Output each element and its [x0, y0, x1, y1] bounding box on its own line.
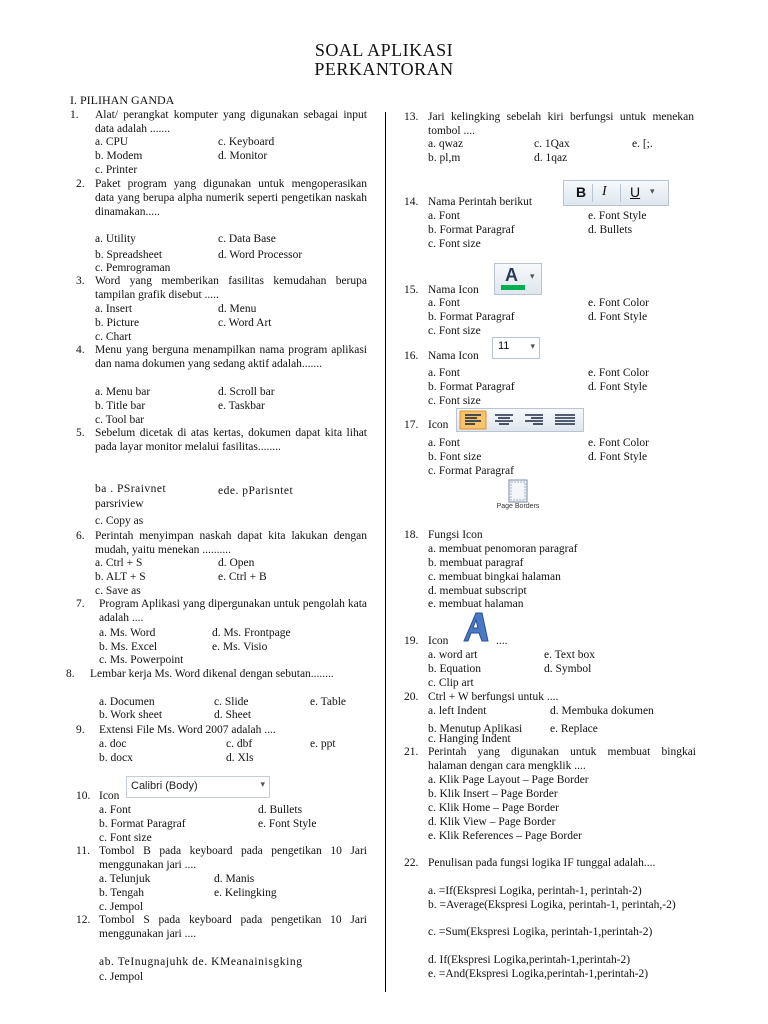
option[interactable]: a. doc [99, 738, 127, 750]
option[interactable]: d. Sheet [214, 709, 252, 721]
option[interactable]: c. Save as [95, 585, 141, 597]
option[interactable]: a. left Indent [428, 705, 487, 717]
question-number: 2. [76, 178, 85, 190]
option[interactable]: e. Taskbar [218, 400, 265, 412]
question-number: 16. [404, 350, 419, 362]
question-number: 7. [76, 598, 85, 610]
font-name-label: Calibri (Body) [131, 780, 198, 792]
page-borders-icon [496, 478, 540, 522]
option[interactable]: a. Font [99, 804, 131, 816]
option-garbled[interactable]: ede. pParisntet [218, 485, 294, 497]
option[interactable]: c. Font size [428, 395, 481, 407]
question-number: 22. [404, 857, 419, 869]
option[interactable]: e. Ms. Visio [212, 641, 268, 653]
option[interactable]: e. ppt [310, 738, 336, 750]
option-garbled[interactable]: parsriview [95, 498, 144, 510]
bold-icon: B [576, 184, 587, 200]
option[interactable]: b. Tengah [99, 887, 144, 899]
font-name-dropdown-icon [126, 776, 270, 798]
title-line-1: SOAL APLIKASI [314, 40, 454, 60]
question-text: Icon [428, 419, 449, 431]
font-color-icon [494, 263, 542, 295]
question-number: 10. [76, 790, 91, 802]
question-text: Menu yang berguna menampilkan nama program aplikasi dan nama dokumen yang sedang aktif adalah....... [95, 344, 367, 370]
option[interactable]: d. membuat subscript [428, 585, 527, 597]
question-suffix: .... [496, 635, 508, 647]
option[interactable]: a. Documen [99, 696, 155, 708]
option-garbled[interactable]: ab. TeInugnajuhk de. KMeanainisgking [99, 956, 303, 968]
option[interactable]: a. Font [428, 367, 460, 379]
option[interactable]: c. Pemrograman [95, 262, 171, 274]
question-number: 19. [404, 635, 419, 647]
option[interactable]: d. Symbol [544, 663, 592, 675]
question-text: Fungsi Icon [428, 529, 483, 541]
question-text: Nama Icon [428, 350, 479, 362]
option[interactable]: c. dbf [226, 738, 253, 750]
option[interactable]: b. Font size [428, 451, 482, 463]
question-number: 8. [66, 668, 75, 680]
option[interactable]: a. Ctrl + S [95, 557, 143, 569]
option[interactable]: a. Ms. Word [99, 627, 156, 639]
separator [620, 184, 621, 202]
option[interactable]: b. Title bar [95, 400, 146, 412]
option[interactable]: e. [;. [632, 138, 653, 150]
option[interactable]: b. ALT + S [95, 571, 146, 583]
question-text: Jari kelingking sebelah kiri berfungsi untuk menekan tombol .... [428, 111, 694, 137]
option[interactable]: b. Ms. Excel [99, 641, 158, 653]
option[interactable]: d. Xls [226, 752, 254, 764]
option[interactable]: c. Tool bar [95, 414, 145, 426]
question-text: Paket program yang digunakan untuk mengoperasikan data yang berupa alpha numerik seperti pengetikan naskah dinamakan..... [95, 178, 367, 218]
option[interactable]: e. Font Color [588, 367, 650, 379]
question-number: 11. [76, 845, 90, 857]
page-borders-label: Page Borders [496, 503, 540, 510]
question-text: Extensi File Ms. Word 2007 adalah .... [99, 724, 276, 736]
option[interactable]: c. Hanging Indent [428, 733, 511, 745]
column-divider [385, 112, 386, 992]
option[interactable]: e. Replace [550, 723, 598, 735]
option[interactable]: c. Copy as [95, 515, 144, 527]
option[interactable]: e. membuat halaman [428, 598, 524, 610]
font-size-dropdown-icon [492, 337, 540, 359]
question-number: 3. [76, 275, 85, 287]
option[interactable]: a. Font [428, 437, 460, 449]
question-text: Perintah menyimpan naskah dapat kita lakukan dengan mudah, yaitu menekan .......... [95, 530, 367, 556]
question-number: 14. [404, 196, 419, 208]
chevron-down-icon: ▾ [260, 779, 265, 789]
option[interactable]: d. Font Style [588, 381, 648, 393]
option[interactable]: e. =And(Ekspresi Logika,perintah-1,perintah-2) [428, 968, 649, 980]
question-text: Sebelum dicetak di atas kertas, dokumen dapat kita lihat pada layar monitor melalui fasilitas........ [95, 427, 367, 453]
question-text: Penulisan pada fungsi logika IF tunggal adalah.... [428, 857, 656, 869]
font-size-value: 11 [498, 340, 510, 352]
italic-icon: I [602, 184, 607, 199]
option[interactable]: c. 1Qax [534, 138, 570, 150]
question-text: Alat/ perangkat komputer yang digunakan sebagai input data adalah ....... [95, 109, 367, 135]
option[interactable]: c. Data Base [218, 233, 276, 245]
chevron-down-icon: ▾ [530, 341, 535, 351]
option[interactable]: d. Bullets [258, 804, 303, 816]
question-text: Program Aplikasi yang dipergunakan untuk pengolah kata adalah .... [99, 598, 367, 624]
question-number: 6. [76, 530, 85, 542]
option[interactable]: d. Klik View – Page Border [428, 816, 556, 828]
option[interactable]: c. Jempol [99, 971, 144, 983]
option[interactable]: b. Equation [428, 663, 482, 675]
page-borders-svg [496, 478, 540, 522]
option[interactable]: d. Bullets [588, 224, 633, 236]
option[interactable]: e. Klik References – Page Border [428, 830, 582, 842]
option[interactable]: c. Format Paragraf [428, 465, 514, 477]
question-number: 9. [76, 724, 85, 736]
question-number: 17. [404, 419, 419, 431]
option[interactable]: e. Font Style [588, 210, 647, 222]
question-text: Word yang memberikan fasilitas kemudahan berupa tampilan grafik disebut ..... [95, 275, 367, 301]
option[interactable]: b. docx [99, 752, 133, 764]
option[interactable]: d. If(Ekspresi Logika,perintah-1,perintah-2) [428, 954, 631, 966]
option[interactable]: b. Format Paragraf [99, 818, 186, 830]
question-text: Tombol S pada keyboard pada pengetikan 10 Jari menggunakan jari .... [99, 914, 367, 940]
option[interactable]: d. 1qaz [534, 152, 568, 164]
title-line-2: PERKANTORAN [314, 59, 454, 79]
option[interactable]: e. Font Color [588, 297, 650, 309]
question-number: 21. [404, 746, 419, 758]
question-number: 5. [76, 427, 85, 439]
option[interactable]: c. Slide [214, 696, 249, 708]
question-text: Icon [428, 635, 449, 647]
option[interactable]: b. pl,m [428, 152, 461, 164]
option[interactable]: b. Picture [95, 317, 140, 329]
option[interactable]: a. CPU [95, 136, 129, 148]
underline-icon: U [630, 184, 641, 200]
option[interactable]: c. Font size [99, 832, 152, 844]
option[interactable]: d. Word Processor [218, 249, 303, 261]
option[interactable]: d. Menu [218, 303, 257, 315]
option[interactable]: d. Monitor [218, 150, 268, 162]
option[interactable]: e. Kelingking [214, 887, 277, 899]
option[interactable]: d. Scroll bar [218, 386, 275, 398]
question-number: 12. [76, 914, 91, 926]
question-text: Icon [99, 790, 120, 802]
option[interactable]: d. Ms. Frontpage [212, 627, 291, 639]
option[interactable]: a. Font [428, 210, 460, 222]
question-text: Nama Perintah berikut [428, 196, 533, 208]
option[interactable]: c. Klik Home – Page Border [428, 802, 559, 814]
question-number: 1. [70, 109, 79, 121]
question-number: 15. [404, 284, 419, 296]
option[interactable]: a. Font [428, 297, 460, 309]
option[interactable]: d. Open [218, 557, 255, 569]
option[interactable]: a. membuat penomoran paragraf [428, 543, 578, 555]
question-number: 20. [404, 691, 419, 703]
option[interactable]: a. Klik Page Layout – Page Border [428, 774, 589, 786]
option[interactable]: d. Font Style [588, 451, 648, 463]
option[interactable]: a. Insert [95, 303, 133, 315]
option[interactable]: b. Spreadsheet [95, 249, 163, 261]
question-text: Tombol B pada keyboard pada pengetikan 10 Jari menggunakan jari .... [99, 845, 367, 871]
question-number: 4. [76, 344, 85, 356]
letter-a-glyph: A [505, 265, 518, 285]
option[interactable]: b. Klik Insert – Page Border [428, 788, 558, 800]
paragraph-alignment-icons [456, 408, 584, 432]
question-number: 13. [404, 111, 419, 123]
option[interactable]: e. Text box [544, 649, 596, 661]
chevron-down-icon: ▾ [530, 271, 535, 281]
option[interactable]: c. membuat bingkai halaman [428, 571, 561, 583]
option[interactable]: c. Jempol [99, 901, 144, 913]
option[interactable]: c. Printer [95, 164, 138, 176]
question-text: Perintah yang digunakan untuk membuat bingkai halaman dengan cara mengklik .... [428, 746, 696, 772]
option[interactable]: b. Work sheet [99, 709, 163, 721]
option[interactable]: b. membuat paragraf [428, 557, 524, 569]
option[interactable]: c. Keyboard [218, 136, 275, 148]
option[interactable]: a. word art [428, 649, 478, 661]
align-icons-svg [457, 409, 583, 431]
color-bar [501, 285, 525, 290]
wordart-icon [458, 609, 494, 645]
option[interactable]: b. Format Paragraf [428, 311, 515, 323]
question-number: 18. [404, 529, 419, 541]
option[interactable]: b. Menutup Aplikasi [428, 723, 523, 735]
option[interactable]: c. Chart [95, 331, 132, 343]
option[interactable]: c. Font size [428, 325, 481, 337]
option[interactable]: a. =If(Ekspresi Logika, perintah-1, perintah-2) [428, 885, 642, 897]
option[interactable]: d. Manis [214, 873, 255, 885]
option[interactable]: b. Modem [95, 150, 143, 162]
option[interactable]: e. Table [310, 696, 347, 708]
option[interactable]: e. Font Color [588, 437, 650, 449]
option[interactable]: e. Ctrl + B [218, 571, 267, 583]
option[interactable]: b. =Average(Ekspresi Logika, perintah-1, perintah,-2) [428, 899, 676, 911]
option[interactable]: c. Word Art [218, 317, 272, 329]
option[interactable]: b. Format Paragraf [428, 224, 515, 236]
wordart-svg [458, 609, 494, 645]
option[interactable]: a. Telunjuk [99, 873, 151, 885]
option[interactable]: c. Font size [428, 238, 481, 250]
question-text: Ctrl + W berfungsi untuk .... [428, 691, 559, 703]
option[interactable]: c. Clip art [428, 677, 474, 689]
question-text: Lembar kerja Ms. Word dikenal dengan sebutan........ [90, 668, 334, 680]
option[interactable]: b. Format Paragraf [428, 381, 515, 393]
option[interactable]: e. Font Style [258, 818, 317, 830]
option[interactable]: c. Ms. Powerpoint [99, 654, 184, 666]
option[interactable]: a. Menu bar [95, 386, 151, 398]
option[interactable]: d. Font Style [588, 311, 648, 323]
option[interactable]: a. qwaz [428, 138, 464, 150]
option[interactable]: d. Membuka dokumen [550, 705, 654, 717]
question-text: Nama Icon [428, 284, 479, 296]
chevron-down-icon: ▾ [650, 186, 655, 196]
option[interactable]: a. Utility [95, 233, 136, 245]
option-garbled[interactable]: ba . PSraivnet [95, 483, 167, 495]
bold-italic-underline-icon [563, 180, 669, 206]
separator [592, 184, 593, 202]
section-heading: I. PILIHAN GANDA [70, 93, 175, 107]
option[interactable]: c. =Sum(Ekspresi Logika, perintah-1,perintah-2) [428, 926, 653, 938]
